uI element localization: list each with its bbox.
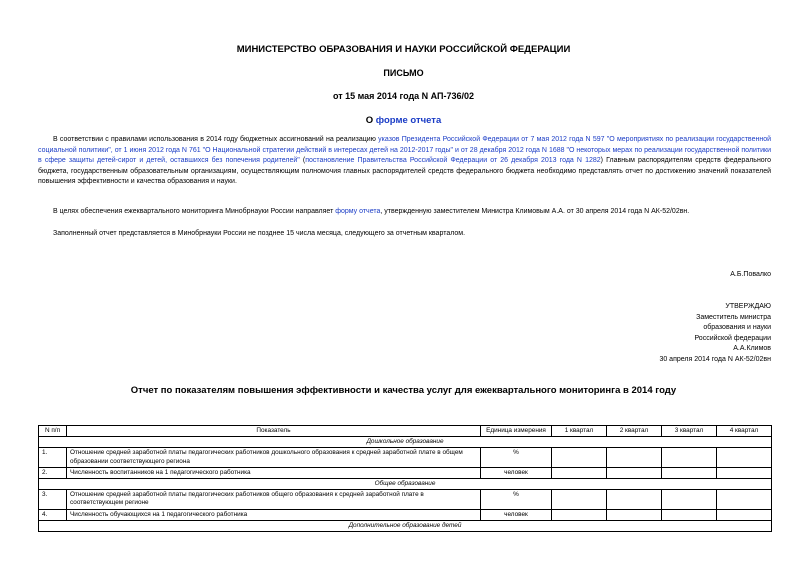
row-number: 4. [39,509,67,520]
row-unit: % [481,448,552,467]
report-title: Отчет по показателям повышения эффективности и качества услуг для ежеквартального мониторинга в 2014 году [130,385,677,396]
section-title: Общее образование [39,479,772,490]
link-report-form[interactable]: форму отчета [335,208,381,215]
quarter-cell [717,509,772,520]
quarter-cell [662,448,717,467]
header-cell: 4 квартал [717,426,772,437]
approval-line: Российской федерации [694,334,771,342]
section-row [39,437,772,448]
quarter-cell [607,490,662,509]
quarter-cell [662,490,717,509]
p1-text-1: В соответствии с правилами использования в 2014 году бюджетных ассигнований на реализацию [53,136,379,143]
p2-text-1: В целях обеспечения ежеквартального мониторинга Минобрнауки России направляет [53,208,336,215]
row-number: 3. [39,490,67,509]
table-row [39,509,772,520]
table-row [39,467,772,478]
header-cell: 1 квартал [552,426,607,437]
row-indicator: Отношение средней заработной платы педагогических работников дошкольного образования к средней заработной плате в общем образовании соответствующего региона [67,448,481,467]
row-unit: человек [481,467,552,478]
row-unit: человек [481,509,552,520]
link-government-resolution[interactable]: постановление Правительства Российской Федерации от 26 декабря 2013 года N 1282 [305,157,601,164]
document-reference: от 15 мая 2014 года N АП-736/02 [332,91,475,101]
paragraph-deadline: Заполненный отчет представляется в Минобрнауки России не позднее 15 числа месяца, следующего за отчетным кварталом. [53,230,466,237]
approval-line: Заместитель министра [696,313,771,321]
approval-line: А.А.Климов [733,345,771,353]
approval-line: 30 апреля 2014 года N АК-52/02вн [659,355,771,363]
quarter-cell [552,509,607,520]
table-header-row [39,426,772,437]
row-unit: % [481,490,552,509]
header-cell: N п/п [39,426,67,437]
quarter-cell [552,490,607,509]
header-cell: Единица измерения [481,426,552,437]
row-number: 1. [39,448,67,467]
paragraph-monitoring [38,207,771,218]
link-presidential-decrees[interactable]: указов Президента Российской Федерации от 7 мая 2012 года N 597 "О мероприятиях по реализации государственной социальной политики", от 1 июня 2012 года N 761 "О Национальной стратегии действий в интересах детей на 2012-2017 годы" и от 28 декабря 2012 года N 1688 "О некоторых мерах по реализации государственной политики в сфере защиты детей-сирот и детей, оставшихся без попечения родителей" [38,136,771,164]
table-row [39,490,772,509]
p2-text-2: , утвержденную заместителем Министра Климовым А.А. от 30 апреля 2014 года N АК-52/02вн. [380,208,690,215]
ministry-heading: МИНИСТЕРСТВО ОБРАЗОВАНИЯ И НАУКИ РОССИЙСКОЙ ФЕДЕРАЦИИ [236,44,571,55]
section-row [39,479,772,490]
section-row [39,520,772,531]
header-cell: 3 квартал [662,426,717,437]
signature: А.Б.Повалко [730,271,771,278]
quarter-cell [552,448,607,467]
subject-prefix: О [365,115,376,126]
approval-line: УТВЕРЖДАЮ [725,303,771,310]
quarter-cell [662,467,717,478]
approval-block [659,302,771,366]
section-title: Дополнительное образование детей [39,520,772,531]
header-cell: Показатель [67,426,481,437]
quarter-cell [552,467,607,478]
p1-text-3: ) Главным распорядителям средств федерального бюджета, государственным образовательным организациям, осуществляющим полномочия главных распорядителей средств федерального бюджета необходимо представлять отчет по достижению значений показателей повышения эффективности и качества образования и науки. [38,157,771,185]
document-subject [0,115,807,126]
quarter-cell [607,467,662,478]
quarter-cell [717,490,772,509]
row-indicator: Численность воспитанников на 1 педагогического работника [67,467,481,478]
section-title: Дошкольное образование [39,437,772,448]
report-table [38,425,772,532]
quarter-cell [717,448,772,467]
quarter-cell [607,448,662,467]
subject-link[interactable]: форме отчета [375,115,442,126]
quarter-cell [662,509,717,520]
p1-text-2: ( [299,157,306,164]
row-indicator: Отношение средней заработной платы педагогических работников общего образования к средней заработной плате в соответствующем регионе [67,490,481,509]
quarter-cell [607,509,662,520]
quarter-cell [717,467,772,478]
header-cell: 2 квартал [607,426,662,437]
table-row [39,448,772,467]
paragraph-legal-basis [38,135,771,188]
row-indicator: Численность обучающихся на 1 педагогического работника [67,509,481,520]
row-number: 2. [39,467,67,478]
approval-line: образования и науки [703,324,771,332]
document-type: ПИСЬМО [383,68,424,78]
